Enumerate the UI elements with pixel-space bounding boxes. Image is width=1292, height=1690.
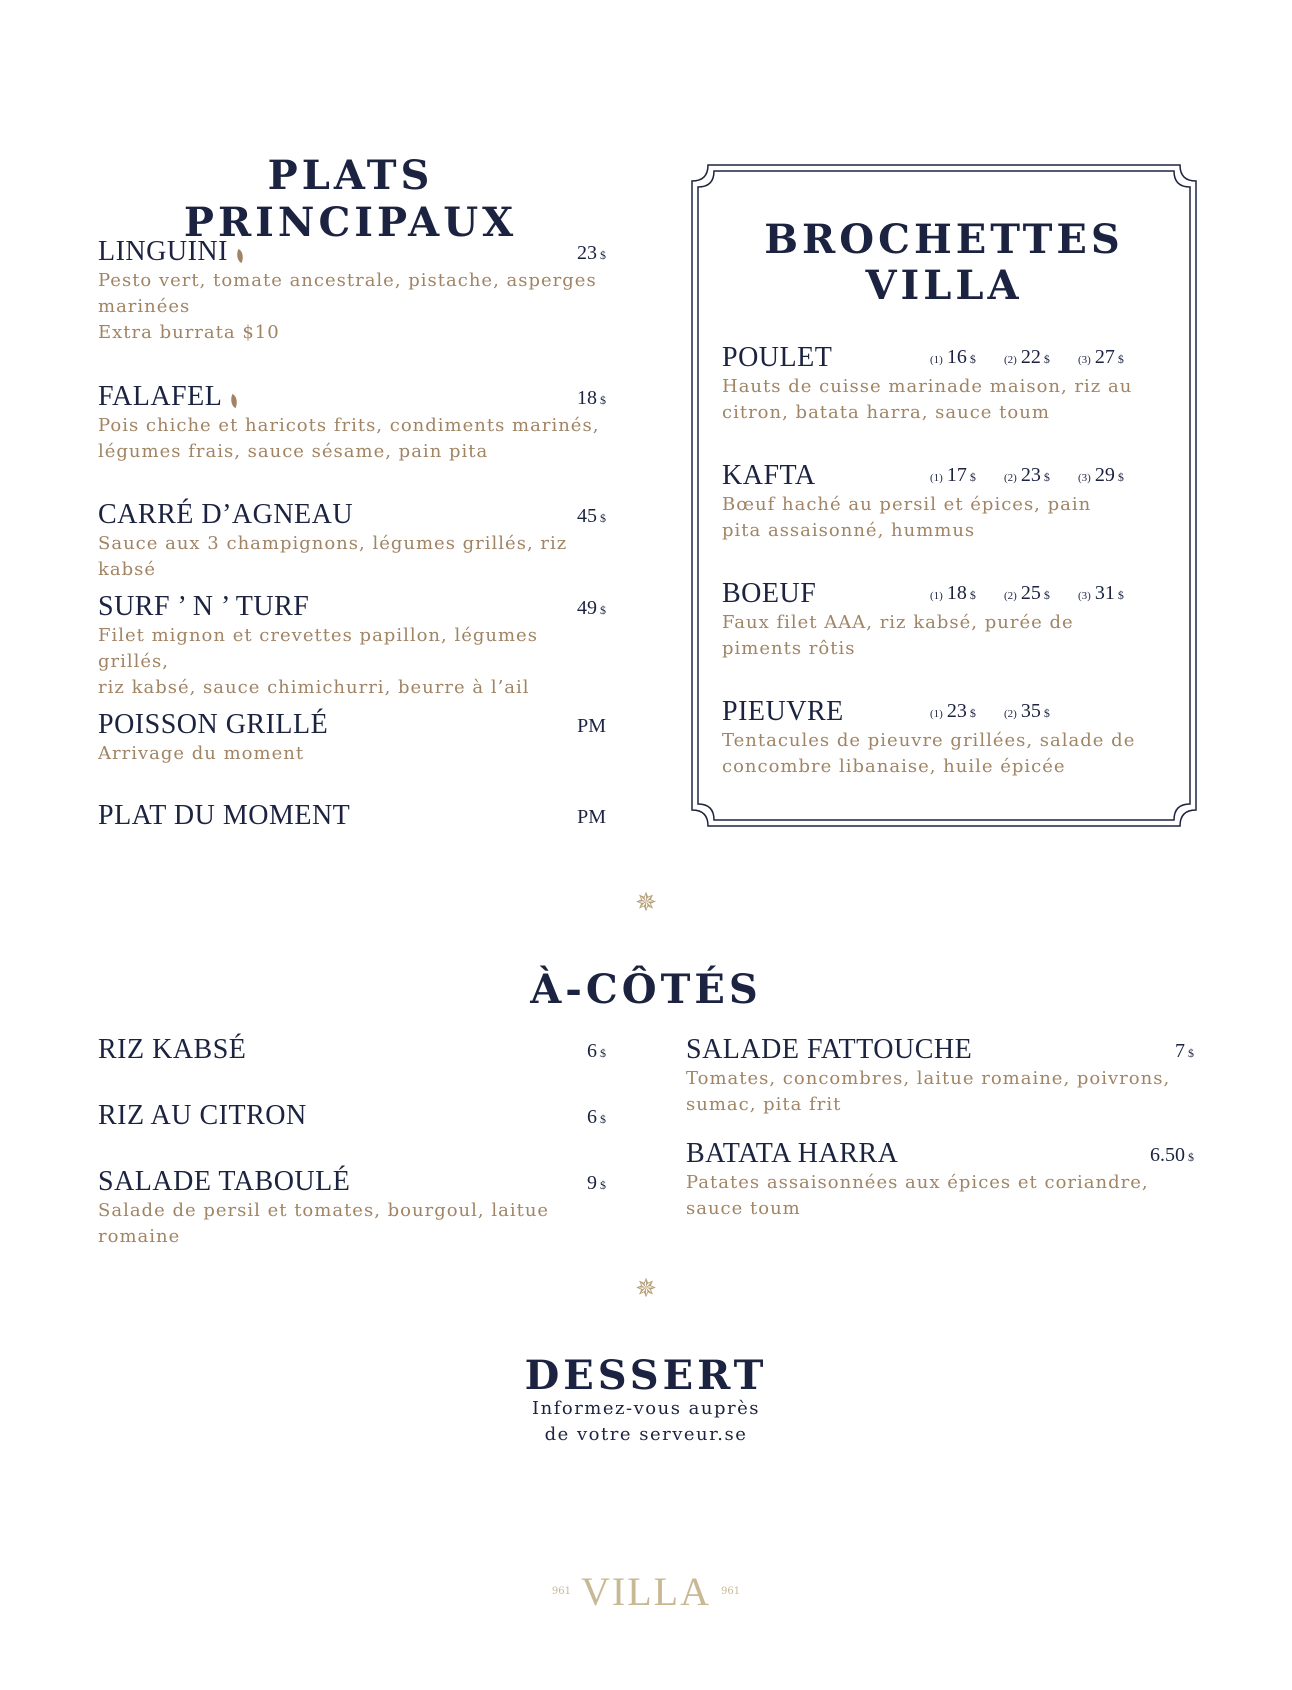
price-value: 18 <box>577 387 597 409</box>
item-description: Bœuf haché au persil et épices, pain <box>722 494 1092 515</box>
menu-item <box>98 591 606 701</box>
currency-symbol: $ <box>1188 1150 1194 1164</box>
item-price <box>587 1172 606 1195</box>
price-option <box>930 582 1004 605</box>
option-size: (3) <box>1078 472 1091 484</box>
side-item <box>686 1138 1194 1222</box>
menu-item <box>98 499 606 583</box>
item-name: RIZ AU CITRON <box>98 1100 307 1131</box>
dessert-note-line1: Informez-vous auprès <box>532 1398 760 1419</box>
currency-symbol: $ <box>1117 352 1124 366</box>
dessert-note-line2: de votre serveur.se <box>544 1424 748 1445</box>
price-value: 45 <box>577 505 597 527</box>
currency-symbol: $ <box>969 352 976 366</box>
item-price <box>577 806 606 829</box>
menu-item <box>98 381 606 465</box>
menu-item <box>98 709 606 767</box>
item-name: PIEUVRE <box>722 696 844 727</box>
currency-symbol: $ <box>1043 588 1050 602</box>
option-price: 25 <box>1020 582 1041 604</box>
currency-symbol: $ <box>1043 706 1050 720</box>
item-name: KAFTA <box>722 460 816 491</box>
item-description: citron, batata harra, sauce toum <box>722 402 1050 423</box>
currency-symbol: $ <box>600 248 606 262</box>
price-value: 23 <box>577 242 597 264</box>
price-options <box>930 346 1152 369</box>
currency-symbol: $ <box>1117 588 1124 602</box>
currency-symbol: $ <box>1043 470 1050 484</box>
option-size: (2) <box>1004 472 1017 484</box>
price-option <box>1078 464 1152 487</box>
item-name: BATATA HARRA <box>686 1138 899 1169</box>
item-name: BOEUF <box>722 578 817 609</box>
price-option <box>1004 700 1078 723</box>
item-description: sauce toum <box>686 1198 801 1219</box>
item-description: Sauce aux 3 champignons, légumes grillés, riz kabsé <box>98 533 568 580</box>
option-size: (2) <box>1004 354 1017 366</box>
option-size: (1) <box>930 708 943 720</box>
currency-symbol: $ <box>969 470 976 484</box>
price-options <box>930 464 1152 487</box>
currency-symbol: $ <box>1188 1046 1194 1060</box>
item-name: SALADE TABOULÉ <box>98 1166 351 1197</box>
skewer-item <box>722 460 1162 544</box>
item-price <box>1150 1144 1194 1167</box>
option-size: (3) <box>1078 354 1091 366</box>
logo-text: VILLA <box>581 1569 711 1614</box>
item-description: légumes frais, sauce sésame, pain pita <box>98 441 489 462</box>
price-value: 9 <box>587 1172 597 1194</box>
item-name: RIZ KABSÉ <box>98 1034 247 1065</box>
option-price: 23 <box>946 700 967 722</box>
price-value: PM <box>577 715 606 737</box>
price-value: 7 <box>1175 1040 1185 1062</box>
item-price <box>577 242 606 265</box>
price-value: PM <box>577 806 606 828</box>
item-description: marinées <box>98 296 191 317</box>
item-description: Filet mignon et crevettes papillon, légumes grillés, <box>98 625 538 672</box>
item-description: Tomates, concombres, laitue romaine, poivrons, <box>686 1068 1171 1089</box>
item-description: piments rôtis <box>722 638 856 659</box>
currency-symbol: $ <box>600 1046 606 1060</box>
item-price <box>587 1106 606 1129</box>
option-price: 22 <box>1020 346 1041 368</box>
item-description: riz kabsé, sauce chimichurri, beurre à l’ail <box>98 677 530 698</box>
mains-title: PLATS PRINCIPAUX <box>183 152 518 246</box>
option-price: 31 <box>1094 582 1115 604</box>
currency-symbol: $ <box>1043 352 1050 366</box>
option-size: (1) <box>930 472 943 484</box>
option-price: 16 <box>946 346 967 368</box>
side-item <box>98 1034 606 1066</box>
leaf-icon <box>234 248 246 262</box>
skewer-item <box>722 578 1162 662</box>
currency-symbol: $ <box>600 603 606 617</box>
logo-number-left: 961 <box>551 1586 572 1597</box>
star-ornament-icon: ✵ <box>635 888 657 918</box>
price-option <box>930 464 1004 487</box>
item-price <box>577 505 606 528</box>
currency-symbol: $ <box>600 511 606 525</box>
item-description: Salade de persil et tomates, bourgoul, laitue romaine <box>98 1200 550 1247</box>
item-description: Faux filet AAA, riz kabsé, purée de <box>722 612 1074 633</box>
leaf-icon <box>229 393 241 407</box>
dessert-title: DESSERT <box>524 1352 768 1399</box>
price-options <box>930 700 1078 723</box>
price-option <box>930 700 1004 723</box>
item-name: POULET <box>722 342 833 373</box>
price-value: 6 <box>587 1106 597 1128</box>
item-name: POISSON GRILLÉ <box>98 709 329 740</box>
currency-symbol: $ <box>969 588 976 602</box>
item-name: SALADE FATTOUCHE <box>686 1034 973 1065</box>
currency-symbol: $ <box>1117 470 1124 484</box>
item-name: PLAT DU MOMENT <box>98 800 351 831</box>
item-description: Tentacules de pieuvre grillées, salade de <box>722 730 1136 751</box>
menu-item <box>98 236 606 346</box>
item-price <box>577 715 606 738</box>
skewer-item <box>722 342 1162 426</box>
price-value: 6 <box>587 1040 597 1062</box>
option-price: 23 <box>1020 464 1041 486</box>
skewer-item <box>722 696 1162 780</box>
price-option <box>1004 346 1078 369</box>
item-price <box>577 597 606 620</box>
price-option <box>1004 464 1078 487</box>
star-ornament-icon: ✵ <box>635 1274 657 1304</box>
item-description: concombre libanaise, huile épicée <box>722 756 1066 777</box>
villa-logo <box>0 1568 1292 1615</box>
option-size: (3) <box>1078 590 1091 602</box>
currency-symbol: $ <box>600 1178 606 1192</box>
item-name: SURF ’ N ’ TURF <box>98 591 310 622</box>
side-item <box>98 1166 606 1250</box>
option-size: (1) <box>930 354 943 366</box>
item-description: pita assaisonné, hummus <box>722 520 976 541</box>
currency-symbol: $ <box>600 393 606 407</box>
price-value: 49 <box>577 597 597 619</box>
option-size: (2) <box>1004 708 1017 720</box>
item-description: Pois chiche et haricots frits, condiments marinés, <box>98 415 600 436</box>
price-options <box>930 582 1152 605</box>
option-size: (1) <box>930 590 943 602</box>
option-size: (2) <box>1004 590 1017 602</box>
logo-number-right: 961 <box>720 1586 741 1597</box>
option-price: 29 <box>1094 464 1115 486</box>
item-name: LINGUINI <box>98 236 228 267</box>
item-price <box>587 1040 606 1063</box>
item-description: Hauts de cuisse marinade maison, riz au <box>722 376 1133 397</box>
item-description: sumac, pita frit <box>686 1094 842 1115</box>
item-price <box>577 387 606 410</box>
option-price: 27 <box>1094 346 1115 368</box>
menu-item <box>98 800 606 832</box>
currency-symbol: $ <box>969 706 976 720</box>
item-name: FALAFEL <box>98 381 223 412</box>
side-item <box>686 1034 1194 1118</box>
option-price: 35 <box>1020 700 1041 722</box>
item-name: CARRÉ D’AGNEAU <box>98 499 354 530</box>
item-price <box>1175 1040 1194 1063</box>
item-description: Extra burrata $10 <box>98 322 280 343</box>
price-option <box>1004 582 1078 605</box>
price-option <box>1078 582 1152 605</box>
price-option <box>930 346 1004 369</box>
sides-title: À-CÔTÉS <box>530 966 762 1013</box>
currency-symbol: $ <box>600 1112 606 1126</box>
brochettes-title-line2: VILLA <box>865 262 1023 309</box>
item-description: Pesto vert, tomate ancestrale, pistache, asperges <box>98 270 597 291</box>
price-option <box>1078 346 1152 369</box>
brochettes-title-line1: BROCHETTES <box>764 216 1124 263</box>
option-price: 17 <box>946 464 967 486</box>
item-description: Patates assaisonnées aux épices et coriandre, <box>686 1172 1149 1193</box>
side-item <box>98 1100 606 1132</box>
option-price: 18 <box>946 582 967 604</box>
item-description: Arrivage du moment <box>98 743 305 764</box>
price-value: 6.50 <box>1150 1144 1185 1166</box>
